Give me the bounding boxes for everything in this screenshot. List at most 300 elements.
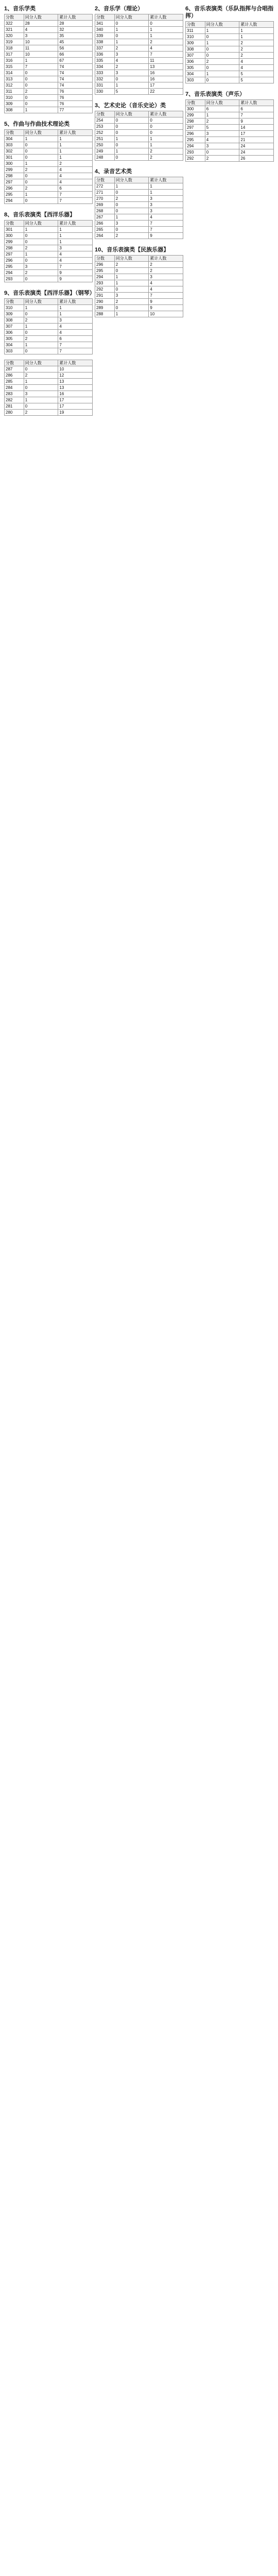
table-cell: 5 (205, 125, 239, 131)
table-row (186, 28, 274, 34)
table-cell: 14 (239, 125, 274, 131)
table-cell: 1 (24, 107, 58, 113)
column-header: 分数 (95, 177, 115, 183)
table-cell: 0 (24, 142, 58, 148)
table-cell: 1 (114, 148, 149, 155)
table-cell: 1 (114, 280, 149, 286)
table-row (5, 95, 93, 101)
table-row (5, 167, 93, 173)
table-header-row (5, 221, 93, 227)
table-row (95, 196, 183, 202)
column-header: 分数 (95, 14, 115, 21)
score-table (4, 14, 93, 113)
table-cell: 6 (58, 185, 93, 192)
table-row (95, 299, 183, 305)
table-cell: 331 (95, 82, 115, 89)
column-header: 累计人数 (58, 14, 93, 21)
table-cell: 11 (24, 45, 58, 52)
table-cell: 28 (58, 21, 93, 27)
column-header: 同分人数 (114, 14, 149, 21)
table-cell: 308 (5, 107, 24, 113)
section (95, 168, 183, 244)
section-title: 7、音乐表演类（声乐） (185, 91, 246, 97)
table-row (186, 112, 274, 118)
column-header: 分数 (186, 100, 205, 106)
table-cell: 2 (205, 59, 239, 65)
table-row (5, 239, 93, 245)
column-right (185, 3, 274, 167)
table-cell: 310 (5, 305, 24, 311)
table-cell: 305 (5, 336, 24, 342)
table-header-row (5, 14, 93, 21)
table-row (186, 106, 274, 112)
column-header: 累计人数 (239, 100, 274, 106)
section-title: 5、作曲与作曲技术理论类 (4, 121, 70, 127)
table-row (5, 136, 93, 142)
column-header: 累计人数 (58, 360, 93, 366)
table-cell: 2 (149, 262, 183, 268)
table-cell: 299 (5, 239, 24, 245)
table-cell: 9 (149, 233, 183, 239)
table-cell: 16 (58, 391, 93, 397)
table-cell: 66 (58, 52, 93, 58)
table-cell: 0 (114, 21, 149, 27)
table-row (95, 70, 183, 76)
table-cell: 250 (95, 142, 115, 148)
table-row (5, 305, 93, 311)
table-row (5, 342, 93, 348)
table-row (186, 118, 274, 125)
table-cell: 293 (186, 149, 205, 156)
table-cell: 253 (95, 124, 115, 130)
table-cell: 13 (58, 379, 93, 385)
table-cell: 285 (5, 379, 24, 385)
table-cell: 265 (95, 227, 115, 233)
table-cell: 0 (114, 142, 149, 148)
column-header: 同分人数 (24, 221, 58, 227)
table-cell: 2 (24, 185, 58, 192)
table-cell: 4 (149, 280, 183, 286)
table-row (5, 161, 93, 167)
table-row (5, 64, 93, 70)
table-cell: 2 (24, 410, 58, 416)
table-row (5, 348, 93, 354)
table-cell: 296 (5, 258, 24, 264)
table-cell: 1 (24, 251, 58, 258)
table-cell: 320 (5, 33, 24, 39)
section-title: 10、音乐表演类【民族乐器】 (95, 247, 169, 253)
table-cell: 284 (5, 385, 24, 391)
table-row (95, 202, 183, 208)
table-cell: 5 (239, 71, 274, 77)
table-cell: 298 (5, 245, 24, 251)
table-cell: 4 (58, 173, 93, 179)
table-header-row (186, 100, 274, 106)
table-row (5, 366, 93, 372)
table-row (95, 124, 183, 130)
table-cell: 0 (114, 124, 149, 130)
section-title: 9、音乐表演类【西洋乐器】（钢琴） (4, 290, 95, 296)
table-row (186, 40, 274, 46)
table-cell: 9 (239, 118, 274, 125)
table-cell: 4 (24, 27, 58, 33)
table-row (95, 45, 183, 52)
table-cell: 272 (95, 183, 115, 190)
table-row (5, 70, 93, 76)
table-row (95, 221, 183, 227)
table-cell: 305 (186, 65, 205, 71)
table-cell: 1 (149, 33, 183, 39)
table-row (5, 33, 93, 39)
table-cell: 309 (5, 101, 24, 107)
table-cell: 1 (239, 34, 274, 40)
table-cell: 4 (149, 214, 183, 221)
table-cell: 0 (149, 124, 183, 130)
table-cell: 7 (149, 221, 183, 227)
table-cell: 5 (114, 89, 149, 95)
table-row (5, 264, 93, 270)
table-cell: 0 (149, 21, 183, 27)
table-cell: 314 (5, 70, 24, 76)
table-cell: 0 (24, 385, 58, 391)
section-title: 2、音乐学（理论） (95, 6, 144, 12)
table-cell: 1 (149, 142, 183, 148)
table-cell: 281 (5, 403, 24, 410)
table-cell: 7 (58, 264, 93, 270)
table-row (95, 142, 183, 148)
table-row (186, 143, 274, 149)
table-cell: 1 (58, 239, 93, 245)
table-cell: 311 (5, 89, 24, 95)
table-cell: 2 (24, 245, 58, 251)
table-row (95, 274, 183, 280)
table-row (95, 148, 183, 155)
table-cell: 3 (24, 391, 58, 397)
section (95, 246, 183, 323)
table-cell: 1 (24, 227, 58, 233)
table-cell: 0 (24, 348, 58, 354)
table-cell: 308 (5, 317, 24, 324)
table-cell: 2 (149, 268, 183, 274)
table-row (5, 185, 93, 192)
table-row (186, 34, 274, 40)
table-cell: 4 (239, 65, 274, 71)
table-cell: 0 (114, 227, 149, 233)
section-title: 3、艺术史论（音乐史论）类 (95, 103, 166, 109)
table-cell: 318 (5, 45, 24, 52)
table-cell: 303 (186, 77, 205, 83)
table-cell: 7 (58, 198, 93, 204)
table-cell: 0 (24, 233, 58, 239)
table-cell: 1 (58, 311, 93, 317)
table-cell: 24 (239, 143, 274, 149)
table-cell: 1 (58, 148, 93, 155)
table-cell: 26 (239, 156, 274, 162)
table-cell: 249 (95, 148, 115, 155)
column-header: 分数 (95, 256, 115, 262)
table-cell: 295 (186, 137, 205, 143)
table-cell: 74 (58, 76, 93, 82)
table-cell: 76 (58, 95, 93, 101)
table-row (5, 410, 93, 416)
table-cell: 298 (186, 118, 205, 125)
table-cell: 271 (95, 190, 115, 196)
table-row (5, 403, 93, 410)
table-cell: 3 (149, 274, 183, 280)
table-cell: 3 (58, 245, 93, 251)
table-cell: 9 (149, 299, 183, 305)
table-row (5, 324, 93, 330)
table-cell: 4 (149, 45, 183, 52)
table-cell: 290 (95, 299, 115, 305)
score-table (95, 255, 183, 317)
table-cell: 302 (5, 148, 24, 155)
table-cell: 4 (114, 58, 149, 64)
table-cell: 4 (58, 330, 93, 336)
table-cell: 266 (95, 221, 115, 227)
table-cell: 1 (114, 27, 149, 33)
column-header: 累计人数 (149, 256, 183, 262)
table-cell: 311 (186, 28, 205, 34)
table-cell: 0 (24, 276, 58, 282)
table-cell: 304 (5, 136, 24, 142)
table-cell: 7 (149, 293, 183, 299)
table-cell: 0 (24, 148, 58, 155)
table-row (95, 305, 183, 311)
table-cell: 1 (114, 183, 149, 190)
table-cell: 1 (239, 28, 274, 34)
table-cell: 1 (114, 136, 149, 142)
table-cell: 0 (205, 34, 239, 40)
table-row (5, 142, 93, 148)
table-cell: 3 (114, 221, 149, 227)
column-header: 同分人数 (24, 130, 58, 136)
table-row (186, 137, 274, 143)
column-header: 累计人数 (58, 130, 93, 136)
table-cell: 7 (24, 64, 58, 70)
column-header: 同分人数 (205, 100, 239, 106)
table-cell: 10 (58, 366, 93, 372)
table-cell: 300 (186, 106, 205, 112)
table-cell: 295 (5, 192, 24, 198)
table-row (95, 214, 183, 221)
table-cell: 9 (58, 270, 93, 276)
table-cell: 2 (149, 39, 183, 45)
table-cell: 2 (205, 156, 239, 162)
column-header: 同分人数 (114, 256, 149, 262)
table-cell: 4 (58, 179, 93, 185)
table-cell: 1 (24, 136, 58, 142)
table-row (5, 251, 93, 258)
table-cell: 339 (95, 33, 115, 39)
table-cell: 1 (58, 305, 93, 311)
table-cell: 294 (186, 143, 205, 149)
column-header: 累计人数 (58, 221, 93, 227)
column-header: 同分人数 (24, 360, 58, 366)
score-table (4, 298, 93, 354)
table-cell: 301 (5, 155, 24, 161)
table-cell: 280 (5, 410, 24, 416)
column-header: 累计人数 (149, 111, 183, 117)
table-cell: 2 (239, 46, 274, 53)
table-cell: 76 (58, 89, 93, 95)
table-cell: 1 (58, 155, 93, 161)
table-cell: 315 (5, 64, 24, 70)
table-row (5, 27, 93, 33)
column-header: 分数 (95, 111, 115, 117)
table-cell: 0 (114, 33, 149, 39)
section (4, 5, 93, 118)
table-row (186, 77, 274, 83)
table-cell: 2 (24, 89, 58, 95)
table-cell: 334 (95, 64, 115, 70)
table-row (95, 280, 183, 286)
table-cell: 297 (5, 179, 24, 185)
table-cell: 300 (5, 161, 24, 167)
table-cell: 17 (58, 397, 93, 403)
table-row (95, 33, 183, 39)
column-header: 同分人数 (24, 14, 58, 21)
table-cell: 295 (5, 264, 24, 270)
table-cell: 35 (58, 33, 93, 39)
table-row (5, 385, 93, 391)
table-cell: 309 (5, 311, 24, 317)
table-cell: 1 (58, 136, 93, 142)
table-cell: 330 (95, 89, 115, 95)
table-cell: 0 (24, 330, 58, 336)
table-cell: 287 (5, 366, 24, 372)
table-cell: 4 (58, 258, 93, 264)
table-cell: 11 (149, 58, 183, 64)
table-row (95, 136, 183, 142)
table-cell: 16 (149, 70, 183, 76)
score-table (185, 21, 274, 83)
table-cell: 264 (95, 233, 115, 239)
table-cell: 0 (114, 190, 149, 196)
table-cell: 1 (114, 274, 149, 280)
table-cell: 299 (5, 167, 24, 173)
table-cell: 17 (58, 403, 93, 410)
table-row (95, 27, 183, 33)
table-cell: 0 (24, 198, 58, 204)
table-cell: 313 (5, 76, 24, 82)
table-row (95, 58, 183, 64)
table-cell: 0 (24, 82, 58, 89)
column-header: 累计人数 (239, 22, 274, 28)
table-cell: 0 (24, 173, 58, 179)
table-row (5, 336, 93, 342)
table-cell: 1 (24, 342, 58, 348)
table-cell: 270 (95, 196, 115, 202)
table-cell: 2 (114, 299, 149, 305)
section (185, 91, 274, 167)
column-header: 同分人数 (205, 22, 239, 28)
table-row (5, 58, 93, 64)
table-cell: 0 (24, 403, 58, 410)
table-row (186, 53, 274, 59)
table-cell: 3 (24, 264, 58, 270)
table-cell: 306 (186, 59, 205, 65)
table-cell: 310 (186, 34, 205, 40)
table-cell: 45 (58, 39, 93, 45)
table-cell: 0 (114, 155, 149, 161)
table-cell: 7 (149, 52, 183, 58)
table-row (186, 156, 274, 162)
table-row (5, 89, 93, 95)
table-cell: 2 (114, 45, 149, 52)
table-cell: 4 (149, 286, 183, 293)
section (95, 5, 183, 100)
table-row (186, 125, 274, 131)
table-cell: 336 (95, 52, 115, 58)
table-cell: 1 (205, 40, 239, 46)
section (4, 290, 93, 360)
table-row (5, 192, 93, 198)
table-row (5, 330, 93, 336)
table-row (95, 183, 183, 190)
table-cell: 1 (205, 112, 239, 118)
table-row (5, 179, 93, 185)
table-cell: 2 (205, 118, 239, 125)
table-row (95, 64, 183, 70)
table-cell: 0 (24, 366, 58, 372)
table-header-row (186, 22, 274, 28)
table-cell: 0 (149, 130, 183, 136)
table-cell: 17 (239, 131, 274, 137)
table-row (5, 391, 93, 397)
table-cell: 0 (205, 77, 239, 83)
table-cell: 1 (205, 28, 239, 34)
table-cell: 3 (149, 196, 183, 202)
table-cell: 6 (205, 106, 239, 112)
table-cell: 335 (95, 58, 115, 64)
table-cell: 304 (186, 71, 205, 77)
column-header: 同分人数 (114, 177, 149, 183)
table-cell: 0 (205, 65, 239, 71)
table-row (186, 131, 274, 137)
table-cell: 2 (24, 336, 58, 342)
table-header-row (5, 360, 93, 366)
table-cell: 267 (95, 214, 115, 221)
table-row (5, 372, 93, 379)
table-row (95, 89, 183, 95)
score-table (185, 99, 274, 162)
table-cell: 7 (239, 112, 274, 118)
table-row (186, 46, 274, 53)
table-cell: 13 (149, 64, 183, 70)
table-row (5, 107, 93, 113)
table-row (5, 173, 93, 179)
table-cell: 341 (95, 21, 115, 27)
table-cell: 0 (24, 76, 58, 82)
table-cell: 338 (95, 39, 115, 45)
table-row (5, 21, 93, 27)
table-cell: 4 (205, 137, 239, 143)
table-cell: 0 (205, 46, 239, 53)
table-row (95, 262, 183, 268)
table-cell: 319 (5, 39, 24, 45)
table-cell: 309 (186, 40, 205, 46)
table-cell: 3 (149, 208, 183, 214)
continuation-table (4, 360, 93, 416)
table-row (95, 268, 183, 274)
table-cell: 1 (205, 71, 239, 77)
table-cell: 1 (24, 161, 58, 167)
table-cell: 292 (95, 286, 115, 293)
table-row (95, 39, 183, 45)
table-cell: 297 (186, 125, 205, 131)
table-cell: 288 (95, 311, 115, 317)
